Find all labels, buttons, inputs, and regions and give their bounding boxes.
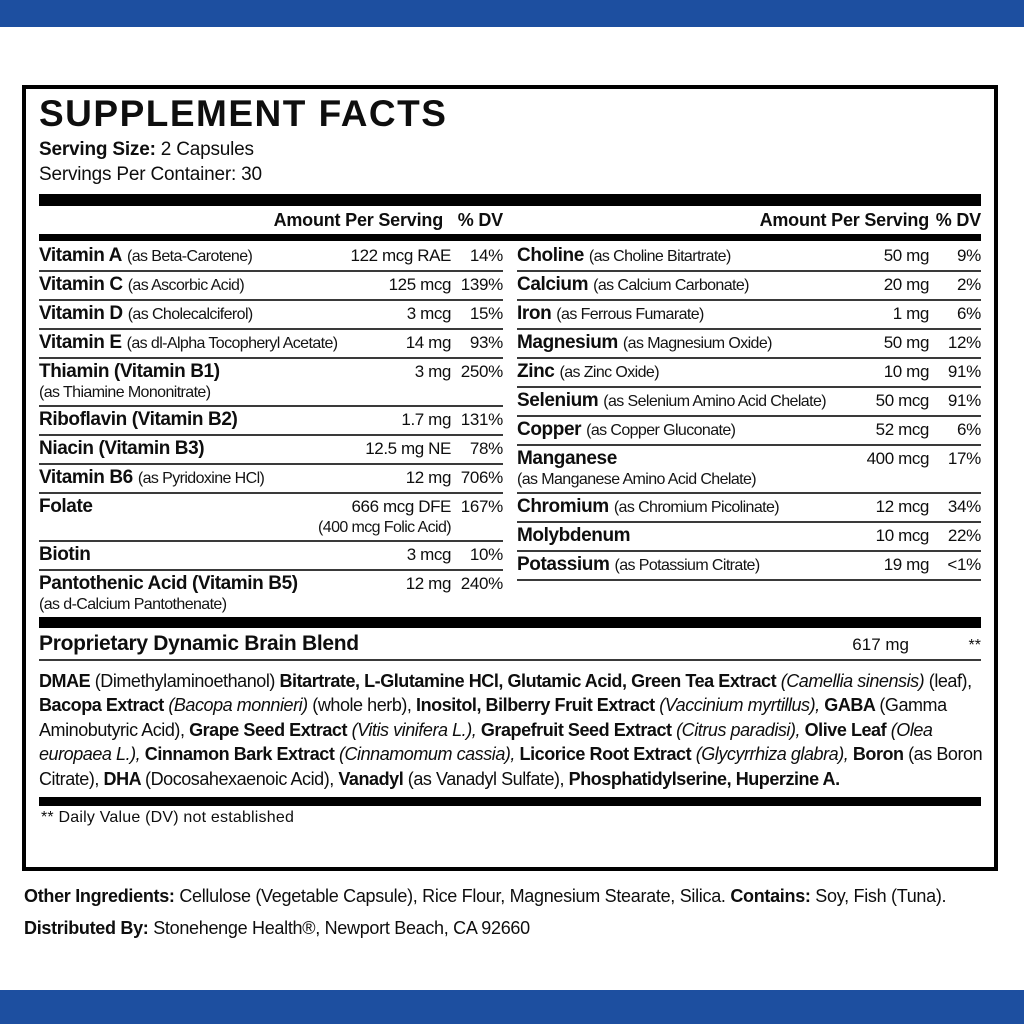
serving-size-line (39, 139, 981, 161)
nutrient-sub-line (517, 471, 981, 489)
nutrient-dv: 12% (947, 333, 981, 353)
panel-title: SUPPLEMENT FACTS (39, 93, 448, 134)
nutrient-name: Molybdenum (517, 525, 631, 547)
blend-ingredient-segment: Vanadyl (338, 768, 408, 789)
blend-ingredient-segment: (Camellia sinensis) (780, 670, 925, 691)
blend-ingredient-segment: (as Vanadyl Sulfate), (407, 768, 569, 789)
blend-ingredient-segment: Grape Seed Extract (189, 719, 352, 740)
nutrient-main-line (517, 525, 981, 547)
nutrient-dv: 14% (469, 246, 503, 266)
nutrient-form: (as Zinc Oxide) (559, 364, 659, 382)
table-row (517, 330, 981, 359)
other-ingredients-line (24, 884, 1004, 909)
serving-size-label: Serving Size: (39, 138, 156, 160)
table-row (517, 446, 981, 494)
nutrient-main-line (517, 245, 981, 267)
nutrient-dv: 250% (460, 362, 503, 382)
table-row (39, 436, 503, 465)
contains-text: Soy, Fish (Tuna). (810, 886, 947, 906)
nutrient-dv: 139% (460, 275, 503, 295)
nutrient-amount: 50 mg (883, 246, 929, 266)
table-row (39, 571, 503, 617)
nutrient-main-line (517, 332, 981, 354)
dv-footnote: ** Daily Value (DV) not established (41, 809, 295, 827)
nutrient-dv: 22% (947, 526, 981, 546)
nutrient-dv: 9% (957, 246, 981, 266)
table-row (39, 272, 503, 301)
nutrient-name: Niacin (Vitamin B3) (39, 438, 205, 460)
nutrient-amount: 1 mg (892, 304, 929, 324)
nutrient-main-line (39, 303, 503, 325)
blend-ingredient-segment: Phosphatidylserine, Huperzine A. (568, 768, 840, 789)
nutrient-name: Iron (517, 303, 552, 325)
table-row (39, 243, 503, 272)
nutrient-amount: 20 mg (883, 275, 929, 295)
other-ingredients-text: Cellulose (Vegetable Capsule), Rice Flour, Magnesium Stearate, Silica. (174, 886, 731, 906)
blend-ingredient-segment: (whole herb), (307, 695, 417, 716)
contains-label: Contains: (730, 886, 811, 906)
blend-ingredient-segment: (Glycyrrhiza glabra), (695, 744, 853, 765)
divider-footnote (39, 797, 981, 806)
table-row (517, 552, 981, 581)
nutrient-dv: <1% (947, 555, 981, 575)
blend-ingredient-segment: (Olea europaea L.), (39, 719, 933, 765)
nutrient-main-line (39, 409, 503, 431)
table-row (39, 542, 503, 571)
nutrient-dv: 10% (469, 545, 503, 565)
nutrient-amount: 3 mcg (406, 545, 451, 565)
nutrient-main-line (517, 390, 981, 412)
nutrient-form: (as Copper Gluconate) (586, 422, 736, 440)
supplement-facts-panel (22, 85, 998, 871)
below-panel-text (24, 884, 1004, 941)
nutrient-name: Vitamin C (39, 274, 123, 296)
blend-ingredient-segment: Boron (852, 744, 909, 765)
nutrient-main-line (39, 467, 503, 489)
blend-ingredient-segment: (Gamma Aminobutyric Acid), (39, 695, 947, 740)
nutrient-amount: 3 mcg (406, 304, 451, 324)
nutrient-amount: 12.5 mg NE (365, 439, 451, 459)
nutrient-sub-line (39, 596, 503, 614)
amount-per-serving-header: Amount Per Serving (273, 209, 443, 230)
nutrient-name: Folate (39, 496, 93, 518)
nutrient-amount: 12 mg (405, 468, 451, 488)
serving-size-value: 2 Capsules (155, 138, 254, 160)
nutrient-main-line (39, 544, 503, 566)
blend-ingredient-segment: DHA (103, 768, 146, 789)
blend-title: Proprietary Dynamic Brain Blend (39, 631, 359, 655)
nutrient-main-line (39, 245, 503, 267)
divider-medium (39, 234, 981, 241)
nutrient-main-line (39, 361, 503, 383)
nutrient-form: (as Beta-Carotene) (126, 248, 253, 266)
nutrient-dv: 15% (469, 304, 503, 324)
blend-ingredient-segment: Inositol, Bilberry Fruit Extract (416, 695, 660, 716)
nutrient-column-right (517, 243, 981, 617)
nutrient-form-sub: (as d-Calcium Pantothenate) (39, 596, 227, 614)
table-row (517, 272, 981, 301)
blend-amount: 617 mg (852, 634, 909, 654)
nutrient-name: Zinc (517, 361, 555, 383)
nutrient-dv: 91% (947, 391, 981, 411)
table-row (517, 243, 981, 272)
nutrient-amount: 400 mcg (866, 449, 929, 469)
nutrient-name: Calcium (517, 274, 589, 296)
nutrient-main-line (517, 303, 981, 325)
nutrient-name: Manganese (517, 448, 617, 470)
nutrient-dv: 34% (947, 497, 981, 517)
blend-ingredient-segment: GABA (824, 695, 880, 716)
blend-ingredient-segment: (leaf), (924, 670, 972, 691)
nutrient-name: Riboflavin (Vitamin B2) (39, 409, 238, 431)
nutrient-amount: 125 mcg (388, 275, 451, 295)
nutrient-name: Thiamin (Vitamin B1) (39, 361, 220, 383)
table-header-right (517, 210, 981, 231)
table-row (517, 301, 981, 330)
blend-ingredient-segment: Bacopa Extract (39, 695, 169, 716)
table-row (517, 359, 981, 388)
divider-blend-top (39, 617, 981, 628)
nutrient-dv: 240% (460, 574, 503, 594)
other-ingredients-label: Other Ingredients: (24, 886, 175, 906)
nutrient-name: Copper (517, 419, 582, 441)
blend-ingredient-segment: (Vaccinium myrtillus), (659, 695, 825, 716)
nutrient-form: (as Chromium Picolinate) (613, 499, 780, 517)
nutrient-dv: 167% (460, 497, 503, 517)
nutrient-form-sub: (as Thiamine Mononitrate) (39, 384, 211, 402)
distributed-by-label: Distributed By: (24, 918, 149, 938)
table-row (39, 359, 503, 407)
nutrient-sub-amount-line (39, 519, 503, 537)
nutrient-amount: 3 mg (414, 362, 451, 382)
table-header-left (39, 210, 503, 231)
nutrient-main-line (517, 274, 981, 296)
nutrient-main-line (517, 419, 981, 441)
nutrient-form: (as Potassium Citrate) (614, 557, 760, 575)
nutrient-amount: 14 mg (405, 333, 451, 353)
nutrient-main-line (517, 496, 981, 518)
blend-ingredient-segment: (Cinnamomum cassia), (338, 744, 520, 765)
nutrient-dv: 93% (469, 333, 503, 353)
table-row (39, 494, 503, 542)
amount-per-serving-header: Amount Per Serving (759, 209, 929, 230)
nutrient-amount: 52 mcg (875, 420, 929, 440)
nutrient-column-left (39, 243, 503, 617)
nutrient-sub-line (39, 384, 503, 402)
blend-ingredient-segment: DMAE (39, 670, 95, 691)
nutrient-main-line (39, 438, 503, 460)
nutrient-name: Magnesium (517, 332, 618, 354)
nutrient-dv: 17% (947, 449, 981, 469)
blend-ingredient-segment: Olive Leaf (804, 719, 891, 740)
blend-ingredient-segment: Grapefruit Seed Extract (480, 719, 677, 740)
table-row (517, 388, 981, 417)
nutrient-dv: 78% (469, 439, 503, 459)
nutrient-main-line (39, 332, 503, 354)
nutrient-amount: 12 mcg (875, 497, 929, 517)
table-row (39, 465, 503, 494)
nutrient-name: Vitamin E (39, 332, 122, 354)
nutrient-main-line (517, 554, 981, 576)
table-row (517, 523, 981, 552)
blend-ingredient-segment: (Vitis vinifera L.), (351, 719, 481, 740)
blend-ingredient-segment: Cinnamon Bark Extract (144, 744, 339, 765)
nutrient-amount: 10 mcg (875, 526, 929, 546)
table-row (517, 494, 981, 523)
bottom-accent-bar (0, 990, 1024, 1024)
nutrient-dv: 6% (957, 420, 981, 440)
nutrient-name: Pantothenic Acid (Vitamin B5) (39, 573, 298, 595)
nutrient-form: (as Cholecalciferol) (127, 306, 253, 324)
nutrient-amount: 12 mg (405, 574, 451, 594)
nutrient-table (39, 243, 981, 617)
nutrient-main-line (39, 573, 503, 595)
blend-ingredient-segment: (Dimethylaminoethanol) (94, 670, 280, 691)
nutrient-main-line (39, 496, 503, 518)
table-row (517, 417, 981, 446)
blend-ingredient-segment: (Bacopa monnieri) (168, 695, 308, 716)
blend-ingredient-segment: (Docosahexaenoic Acid), (145, 768, 339, 789)
nutrient-name: Vitamin B6 (39, 467, 133, 489)
nutrient-amount: 50 mg (883, 333, 929, 353)
servings-per-container-line: Servings Per Container: 30 (39, 163, 262, 185)
distributed-by-text: Stonehenge Health®, Newport Beach, CA 92660 (148, 918, 530, 938)
blend-ingredient-segment: (Citrus paradisi), (676, 719, 805, 740)
nutrient-form: (as dl-Alpha Tocopheryl Acetate) (126, 335, 338, 353)
nutrient-main-line (517, 448, 981, 470)
nutrient-amount: 10 mg (883, 362, 929, 382)
nutrient-name: Vitamin A (39, 245, 122, 267)
nutrient-name: Chromium (517, 496, 609, 518)
table-header-row (39, 206, 981, 234)
nutrient-name: Choline (517, 245, 584, 267)
nutrient-dv: 6% (957, 304, 981, 324)
blend-dv-asterisks: ** (968, 636, 981, 654)
blend-ingredient-segment: Licorice Root Extract (519, 744, 696, 765)
top-accent-bar (0, 0, 1024, 27)
nutrient-form: (as Ferrous Fumarate) (556, 306, 704, 324)
table-row (39, 330, 503, 359)
distributed-by-line (24, 916, 1004, 941)
nutrient-name: Biotin (39, 544, 91, 566)
nutrient-amount: 19 mg (883, 555, 929, 575)
nutrient-amount: 666 mcg DFE (351, 497, 451, 517)
nutrient-form: (as Selenium Amino Acid Chelate) (603, 393, 826, 411)
nutrient-dv: 131% (460, 410, 503, 430)
nutrient-amount: 50 mcg (875, 391, 929, 411)
percent-dv-header: % DV (457, 209, 503, 230)
nutrient-dv: 91% (947, 362, 981, 382)
nutrient-name: Potassium (517, 554, 610, 576)
nutrient-main-line (517, 361, 981, 383)
nutrient-form: (as Choline Bitartrate) (588, 248, 731, 266)
nutrient-dv: 2% (957, 275, 981, 295)
nutrient-name: Vitamin D (39, 303, 123, 325)
nutrient-name: Selenium (517, 390, 599, 412)
percent-dv-header: % DV (935, 209, 981, 230)
nutrient-form: (as Ascorbic Acid) (127, 277, 245, 295)
blend-header-row (39, 628, 981, 659)
divider-thick (39, 194, 981, 206)
nutrient-amount: 122 mcg RAE (350, 246, 451, 266)
nutrient-dv: 706% (460, 468, 503, 488)
nutrient-form: (as Magnesium Oxide) (622, 335, 772, 353)
table-row (39, 407, 503, 436)
nutrient-form: (as Calcium Carbonate) (593, 277, 749, 295)
blend-divider-thin (39, 659, 981, 661)
blend-ingredients-text (39, 669, 991, 792)
table-row (39, 301, 503, 330)
nutrient-form: (as Pyridoxine HCl) (137, 470, 265, 488)
blend-ingredient-segment: Bitartrate, L-Glutamine HCl, Glutamic Acid, Green Tea Extract (279, 670, 781, 691)
blend-ingredient-segment: (as Boron Citrate), (39, 744, 983, 789)
nutrient-sub-amount: (400 mcg Folic Acid) (318, 519, 451, 537)
nutrient-amount: 1.7 mg (401, 410, 451, 430)
nutrient-main-line (39, 274, 503, 296)
nutrient-form-sub: (as Manganese Amino Acid Chelate) (517, 471, 757, 489)
